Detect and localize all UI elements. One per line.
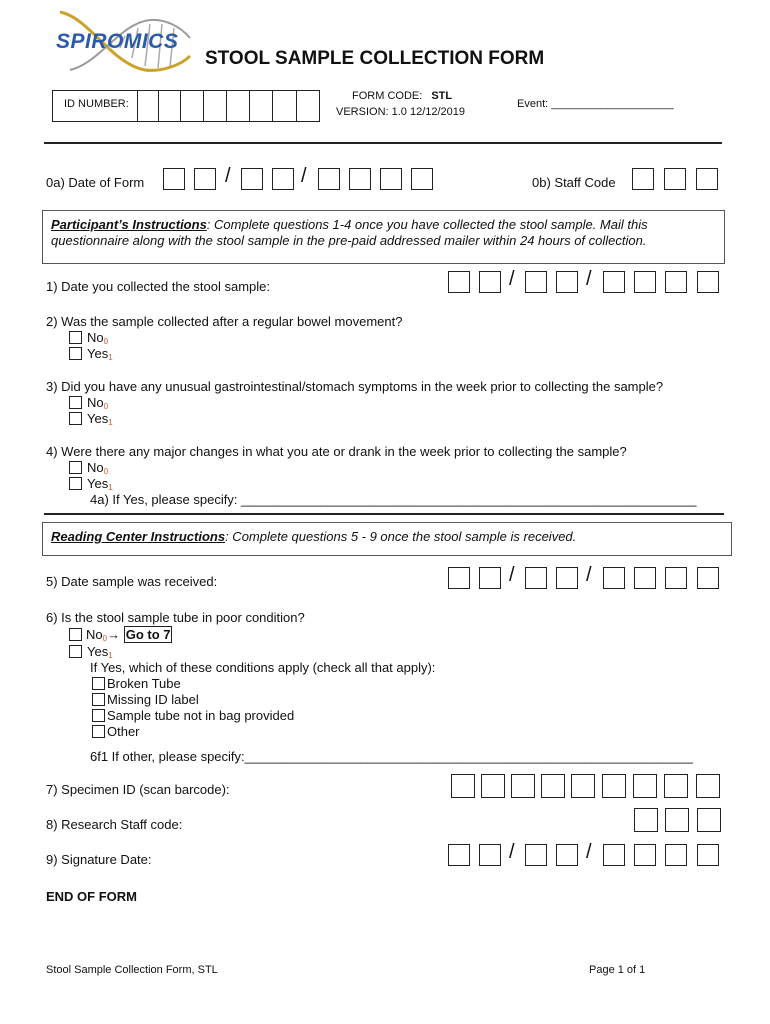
date-box[interactable] [634,567,656,589]
date-box[interactable] [634,271,656,293]
specimen-id-box[interactable] [451,774,475,798]
date-box[interactable] [448,844,470,866]
condition-checkbox[interactable] [92,693,105,706]
q5-label: 5) Date sample was received: [46,574,218,589]
q3-yes-option: Yes$_1$ [87,411,113,427]
specimen-id-box[interactable] [633,774,657,798]
q6-yes-option: Yes$_1$ [87,644,113,660]
q6-no-checkbox[interactable] [69,628,82,641]
form-code [352,90,452,102]
date-box[interactable] [525,271,547,293]
q3-no-checkbox[interactable] [69,396,82,409]
participant-instructions [42,210,725,264]
date-slash: / [509,564,515,586]
condition-checkbox[interactable] [92,709,105,722]
end-of-form: END OF FORM [46,889,137,904]
q4-no-checkbox[interactable] [69,461,82,474]
form-code-label: FORM CODE: [352,90,423,102]
specimen-id-box[interactable] [541,774,565,798]
footer-page-number: Page 1 of 1 [589,964,646,976]
q4-label: 4) Were there any major changes in what you ate or drank in the week prior to collecting the sample? [46,444,627,459]
date-box[interactable] [318,168,340,190]
q3-no-option: $No_0$ [87,395,109,411]
date-box[interactable] [448,271,470,293]
page-title: STOOL SAMPLE COLLECTION FORM [205,48,545,69]
date-slash: / [225,165,231,187]
staff-code-box[interactable] [632,168,654,190]
id-number-label: ID NUMBER: [64,98,129,110]
q6-label: 6) Is the stool sample tube in poor condition? [46,610,305,625]
date-box[interactable] [556,567,578,589]
date-box[interactable] [241,168,263,190]
q9-label: 9) Signature Date: [46,852,152,867]
q2-no-option: $No_0$ [87,330,109,346]
date-slash: / [509,268,515,290]
condition-label: Missing ID label [107,692,199,707]
date-box[interactable] [525,844,547,866]
q2-yes-option: Yes$_1$ [87,346,113,362]
id-cell [203,90,224,122]
q6-yes-checkbox[interactable] [69,645,82,658]
date-box[interactable] [163,168,185,190]
participant-instructions-text: : Complete questions 1-4 once you have collected the stool sample. Mail this questionnaire along with the stool sample in the pre-paid addressed mailer within 24 hours of collection. [51,217,648,248]
form-code-value: STL [431,90,453,102]
id-cell [158,90,179,122]
section-divider [44,513,724,515]
q4-yes-checkbox[interactable] [69,477,82,490]
specimen-id-box[interactable] [481,774,505,798]
q3-yes-checkbox[interactable] [69,412,82,425]
date-box[interactable] [603,271,625,293]
date-box[interactable] [194,168,216,190]
date-slash: / [586,268,592,290]
specimen-id-box[interactable] [602,774,626,798]
condition-checkbox[interactable] [92,677,105,690]
staff-code-box[interactable] [665,808,689,832]
arrow-icon: → [107,627,121,642]
q2-yes-checkbox[interactable] [69,347,82,360]
event-field[interactable]: Event: ____________________ [517,98,674,110]
date-box[interactable] [697,271,719,293]
q6-conditions-label: If Yes, which of these conditions apply (check all that apply): [90,660,436,675]
date-box[interactable] [479,844,501,866]
q1-label: 1) Date you collected the stool sample: [46,279,271,294]
q6-no-option: $No_0\to Go$ to 7 [86,627,171,643]
date-box[interactable] [556,844,578,866]
date-box[interactable] [603,567,625,589]
date-box[interactable] [697,844,719,866]
condition-label: Sample tube not in bag provided [107,708,295,723]
date-slash: / [586,841,592,863]
date-slash: / [509,841,515,863]
q0b-label: 0b) Staff Code [532,175,616,190]
date-box[interactable] [665,844,687,866]
date-box[interactable] [697,567,719,589]
date-box[interactable] [479,567,501,589]
q2-no-checkbox[interactable] [69,331,82,344]
reading-instructions-text: : Complete questions 5 - 9 once the stool sample is received. [225,529,577,544]
id-cell [249,90,270,122]
reading-instructions-heading: Reading Center Instructions [51,529,226,544]
q0a-label: 0a) Date of Form [46,175,145,190]
id-cell [180,90,201,122]
spiromics-logo [50,8,195,78]
date-box[interactable] [634,844,656,866]
q2-label: 2) Was the sample collected after a regular bowel movement? [46,314,403,329]
specimen-id-box[interactable] [511,774,535,798]
date-box[interactable] [272,168,294,190]
q7-label: 7) Specimen ID (scan barcode): [46,782,230,797]
date-slash: / [586,564,592,586]
date-box[interactable] [603,844,625,866]
specimen-id-box[interactable] [664,774,688,798]
date-slash: / [301,165,307,187]
condition-label: Other [107,724,140,739]
staff-code-box[interactable] [664,168,686,190]
specimen-id-box[interactable] [696,774,720,798]
q4-no-option: $No_0$ [87,460,109,476]
id-cell [226,90,247,122]
q4a-specify-field[interactable]: 4a) If Yes, please specify: _______________________________________________________________ [90,492,697,507]
date-box[interactable] [479,271,501,293]
date-box[interactable] [665,567,687,589]
q3-label: 3) Did you have any unusual gastrointestinal/stomach symptoms in the week prior to collecting the sample? [46,379,664,394]
date-box[interactable] [556,271,578,293]
staff-code-box[interactable] [696,168,718,190]
date-box[interactable] [665,271,687,293]
date-box[interactable] [525,567,547,589]
date-box[interactable] [411,168,433,190]
q6f1-specify-field[interactable]: 6f1 If other, please specify:______________________________________________________________ [90,749,693,764]
id-cell [272,90,293,122]
id-cell [137,90,158,122]
logo-text: SPIROMICS [56,30,179,53]
id-cell [296,90,317,122]
reading-center-instructions [42,522,732,556]
q8-label: 8) Research Staff code: [46,817,183,832]
footer-form-name: Stool Sample Collection Form, STL [46,964,218,976]
date-box[interactable] [349,168,371,190]
staff-code-box[interactable] [634,808,658,832]
specimen-id-box[interactable] [571,774,595,798]
condition-checkbox[interactable] [92,725,105,738]
goto-badge: Go to 7 [125,627,171,642]
participant-instructions-heading: Participant’s Instructions [51,217,207,232]
q4-yes-option: Yes$_1$ [87,476,113,492]
staff-code-box[interactable] [697,808,721,832]
condition-label: Broken Tube [107,676,181,691]
version-text: VERSION: 1.0 12/12/2019 [336,106,466,118]
date-box[interactable] [448,567,470,589]
header-divider [44,142,722,144]
date-box[interactable] [380,168,402,190]
